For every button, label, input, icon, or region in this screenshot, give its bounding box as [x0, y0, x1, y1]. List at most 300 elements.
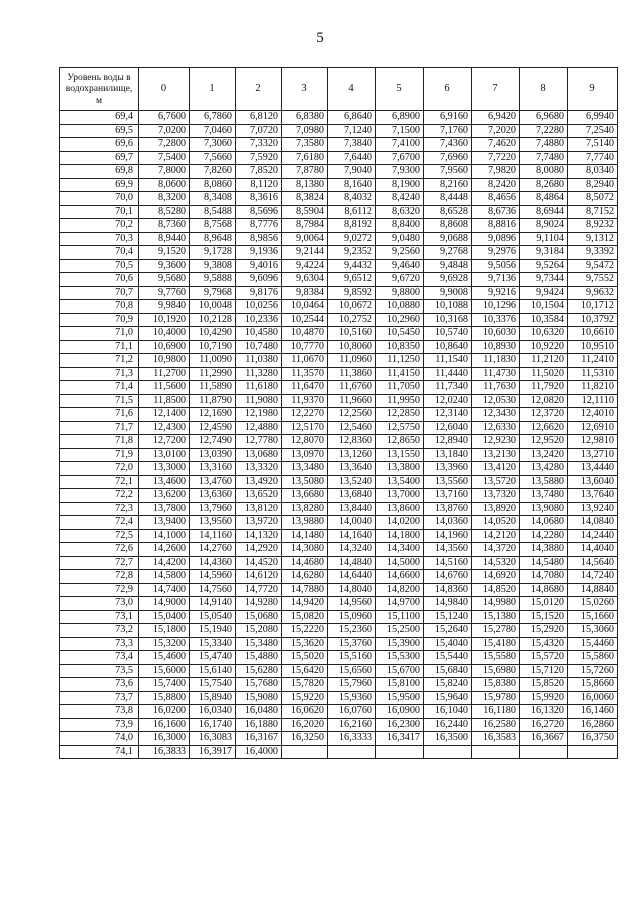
value-cell: 10,1920 — [139, 313, 190, 327]
value-cell: 15,3480 — [236, 637, 282, 651]
value-cell: 7,4100 — [376, 138, 424, 152]
water-level-cell: 72,0 — [60, 462, 139, 476]
value-cell: 15,6700 — [376, 664, 424, 678]
water-level-cell: 73,1 — [60, 610, 139, 624]
value-cell: 6,8640 — [328, 111, 376, 125]
value-cell: 12,1400 — [139, 408, 190, 422]
value-cell: 9,2768 — [424, 246, 472, 260]
column-header: 3 — [282, 68, 328, 111]
value-cell: 10,4000 — [139, 327, 190, 341]
value-cell: 11,5600 — [139, 381, 190, 395]
value-cell: 14,0040 — [328, 516, 376, 530]
value-cell: 6,9420 — [472, 111, 520, 125]
value-cell: 8,3616 — [236, 192, 282, 206]
value-cell: 16,2580 — [472, 718, 520, 732]
table-row — [60, 354, 618, 368]
value-cell: 8,9232 — [568, 219, 618, 233]
value-cell: 14,6440 — [328, 570, 376, 584]
value-cell: 11,0960 — [328, 354, 376, 368]
value-cell: 14,9700 — [376, 597, 424, 611]
value-cell: 15,3060 — [568, 624, 618, 638]
value-cell: 6,8120 — [236, 111, 282, 125]
value-cell: 11,1830 — [472, 354, 520, 368]
water-level-cell: 72,1 — [60, 475, 139, 489]
value-cell: 15,4320 — [520, 637, 568, 651]
value-cell: 14,3240 — [328, 543, 376, 557]
value-cell: 16,2020 — [282, 718, 328, 732]
value-cell: 16,1460 — [568, 705, 618, 719]
value-cell: 16,0620 — [282, 705, 328, 719]
value-cell: 7,7480 — [520, 151, 568, 165]
value-cell: 6,8900 — [376, 111, 424, 125]
water-level-cell: 69,5 — [60, 124, 139, 138]
value-cell: 16,4000 — [236, 745, 282, 759]
value-cell: 14,8520 — [472, 583, 520, 597]
value-cell: 11,1250 — [376, 354, 424, 368]
value-cell: 15,9500 — [376, 691, 424, 705]
water-level-cell: 72,6 — [60, 543, 139, 557]
value-cell: 9,1312 — [568, 232, 618, 246]
value-cell: 15,6560 — [328, 664, 376, 678]
value-cell: 13,6200 — [139, 489, 190, 503]
value-cell: 13,4600 — [139, 475, 190, 489]
value-cell: 7,2540 — [568, 124, 618, 138]
value-cell: 15,5440 — [424, 651, 472, 665]
value-cell: 8,9648 — [190, 232, 236, 246]
value-cell: 13,5240 — [328, 475, 376, 489]
value-cell: 11,5020 — [520, 367, 568, 381]
water-level-table — [59, 67, 618, 759]
value-cell: 13,8600 — [376, 502, 424, 516]
value-cell: 10,0048 — [190, 300, 236, 314]
water-level-cell: 69,9 — [60, 178, 139, 192]
value-cell: 11,8210 — [568, 381, 618, 395]
value-cell: 10,6900 — [139, 340, 190, 354]
value-cell: 8,5904 — [282, 205, 328, 219]
value-cell: 8,6112 — [328, 205, 376, 219]
value-cell: 14,9840 — [424, 597, 472, 611]
value-cell: 16,2860 — [568, 718, 618, 732]
water-level-cell: 72,5 — [60, 529, 139, 543]
value-cell: 10,2544 — [282, 313, 328, 327]
value-cell: 9,2560 — [376, 246, 424, 260]
value-cell: 16,2440 — [424, 718, 472, 732]
water-level-cell: 70,1 — [60, 205, 139, 219]
value-cell: 15,1520 — [520, 610, 568, 624]
value-cell: 13,8120 — [236, 502, 282, 516]
column-header: 8 — [520, 68, 568, 111]
value-cell: 11,8500 — [139, 394, 190, 408]
value-cell: 13,3800 — [376, 462, 424, 476]
value-cell: 14,4680 — [282, 556, 328, 570]
value-cell — [282, 745, 328, 759]
value-cell: 9,0688 — [424, 232, 472, 246]
column-header: 2 — [236, 68, 282, 111]
value-cell: 12,7200 — [139, 435, 190, 449]
table-row — [60, 448, 618, 462]
water-level-cell: 72,7 — [60, 556, 139, 570]
value-cell: 16,1880 — [236, 718, 282, 732]
value-cell: 13,4280 — [520, 462, 568, 476]
value-cell: 12,4010 — [568, 408, 618, 422]
value-cell: 15,6840 — [424, 664, 472, 678]
value-cell — [376, 745, 424, 759]
table-row — [60, 678, 618, 692]
water-level-cell: 71,0 — [60, 327, 139, 341]
value-cell: 9,7760 — [139, 286, 190, 300]
value-cell: 12,3140 — [424, 408, 472, 422]
value-cell: 16,1600 — [139, 718, 190, 732]
value-cell: 12,6040 — [424, 421, 472, 435]
value-cell: 10,1504 — [520, 300, 568, 314]
value-cell: 12,1690 — [190, 408, 236, 422]
header-row — [60, 68, 618, 111]
value-cell: 11,4730 — [472, 367, 520, 381]
value-cell: 13,4440 — [568, 462, 618, 476]
water-level-cell: 72,4 — [60, 516, 139, 530]
value-cell: 11,0090 — [190, 354, 236, 368]
water-level-cell: 73,7 — [60, 691, 139, 705]
value-cell: 10,7190 — [190, 340, 236, 354]
value-cell: 13,9560 — [190, 516, 236, 530]
water-level-cell: 71,8 — [60, 435, 139, 449]
value-cell: 15,3900 — [376, 637, 424, 651]
value-cell: 11,6760 — [328, 381, 376, 395]
value-cell: 9,6512 — [328, 273, 376, 287]
value-cell: 13,1550 — [376, 448, 424, 462]
value-cell: 14,0360 — [424, 516, 472, 530]
water-level-cell: 70,3 — [60, 232, 139, 246]
table-body — [60, 111, 618, 759]
value-cell: 10,1296 — [472, 300, 520, 314]
table-row — [60, 165, 618, 179]
value-cell: 11,3570 — [282, 367, 328, 381]
value-cell: 15,5720 — [520, 651, 568, 665]
value-cell: 9,2352 — [328, 246, 376, 260]
value-cell: 15,9220 — [282, 691, 328, 705]
water-level-cell: 72,3 — [60, 502, 139, 516]
value-cell: 7,1240 — [328, 124, 376, 138]
value-cell: 12,9520 — [520, 435, 568, 449]
value-cell: 14,5960 — [190, 570, 236, 584]
value-cell: 15,0400 — [139, 610, 190, 624]
value-cell: 16,3667 — [520, 732, 568, 746]
value-cell: 8,5280 — [139, 205, 190, 219]
water-level-cell: 70,9 — [60, 313, 139, 327]
value-cell: 8,9440 — [139, 232, 190, 246]
water-level-cell: 72,9 — [60, 583, 139, 597]
value-cell: 14,9560 — [328, 597, 376, 611]
value-cell: 13,5560 — [424, 475, 472, 489]
value-cell: 8,7984 — [282, 219, 328, 233]
table-row — [60, 624, 618, 638]
value-cell: 14,7400 — [139, 583, 190, 597]
value-cell: 13,1840 — [424, 448, 472, 462]
value-cell: 13,6840 — [328, 489, 376, 503]
value-cell: 14,9140 — [190, 597, 236, 611]
value-cell: 14,2760 — [190, 543, 236, 557]
value-cell: 13,8440 — [328, 502, 376, 516]
value-cell: 6,8380 — [282, 111, 328, 125]
table-row — [60, 556, 618, 570]
water-level-cell: 74,0 — [60, 732, 139, 746]
level-column-header: Уровень воды в водохранилище, м — [60, 68, 139, 111]
value-cell: 15,6000 — [139, 664, 190, 678]
column-header: 4 — [328, 68, 376, 111]
value-cell: 11,3280 — [236, 367, 282, 381]
value-cell: 15,4880 — [236, 651, 282, 665]
value-cell: 14,3400 — [376, 543, 424, 557]
value-cell: 14,6920 — [472, 570, 520, 584]
water-level-cell: 70,5 — [60, 259, 139, 273]
value-cell: 14,0520 — [472, 516, 520, 530]
table-row — [60, 543, 618, 557]
value-cell: 13,2130 — [472, 448, 520, 462]
value-cell: 15,4600 — [139, 651, 190, 665]
value-cell: 8,5488 — [190, 205, 236, 219]
value-cell: 15,1800 — [139, 624, 190, 638]
value-cell: 10,6320 — [520, 327, 568, 341]
value-cell: 14,1160 — [190, 529, 236, 543]
value-cell: 10,5160 — [328, 327, 376, 341]
table-row — [60, 664, 618, 678]
value-cell: 11,6180 — [236, 381, 282, 395]
value-cell: 8,8192 — [328, 219, 376, 233]
value-cell: 8,6944 — [520, 205, 568, 219]
value-cell: 9,7136 — [472, 273, 520, 287]
value-cell: 15,4740 — [190, 651, 236, 665]
value-cell: 6,7860 — [190, 111, 236, 125]
value-cell: 8,8608 — [424, 219, 472, 233]
value-cell: 12,8070 — [282, 435, 328, 449]
value-cell: 11,9370 — [282, 394, 328, 408]
water-level-cell: 74,1 — [60, 745, 139, 759]
value-cell: 11,8790 — [190, 394, 236, 408]
value-cell: 9,4224 — [282, 259, 328, 273]
value-cell: 12,4590 — [190, 421, 236, 435]
value-cell: 8,3408 — [190, 192, 236, 206]
value-cell — [424, 745, 472, 759]
value-cell: 13,3480 — [282, 462, 328, 476]
table-row — [60, 178, 618, 192]
value-cell: 14,2120 — [472, 529, 520, 543]
value-cell: 8,4240 — [376, 192, 424, 206]
value-cell: 16,3083 — [190, 732, 236, 746]
water-level-cell: 69,6 — [60, 138, 139, 152]
value-cell: 15,2640 — [424, 624, 472, 638]
value-cell: 8,9856 — [236, 232, 282, 246]
value-cell: 7,5400 — [139, 151, 190, 165]
table-row — [60, 570, 618, 584]
value-cell: 7,8000 — [139, 165, 190, 179]
table-row — [60, 651, 618, 665]
value-cell: 9,0064 — [282, 232, 328, 246]
value-cell: 15,9360 — [328, 691, 376, 705]
value-cell: 15,7820 — [282, 678, 328, 692]
value-cell: 13,5720 — [472, 475, 520, 489]
value-cell: 7,3840 — [328, 138, 376, 152]
value-cell: 14,6120 — [236, 570, 282, 584]
value-cell: 8,9024 — [520, 219, 568, 233]
value-cell: 9,2976 — [472, 246, 520, 260]
value-cell: 13,0970 — [282, 448, 328, 462]
value-cell: 11,5310 — [568, 367, 618, 381]
water-level-cell: 71,9 — [60, 448, 139, 462]
value-cell: 13,8920 — [472, 502, 520, 516]
value-cell: 7,6180 — [282, 151, 328, 165]
value-cell: 8,8400 — [376, 219, 424, 233]
value-cell: 16,3000 — [139, 732, 190, 746]
value-cell: 10,6030 — [472, 327, 520, 341]
value-cell: 14,5160 — [424, 556, 472, 570]
value-cell: 15,8940 — [190, 691, 236, 705]
value-cell: 15,7960 — [328, 678, 376, 692]
value-cell: 9,1936 — [236, 246, 282, 260]
value-cell: 7,6960 — [424, 151, 472, 165]
value-cell: 12,8650 — [376, 435, 424, 449]
value-cell: 12,8940 — [424, 435, 472, 449]
value-cell: 10,4290 — [190, 327, 236, 341]
value-cell: 15,8660 — [568, 678, 618, 692]
value-cell: 15,8800 — [139, 691, 190, 705]
value-cell: 14,4040 — [568, 543, 618, 557]
value-cell: 13,3640 — [328, 462, 376, 476]
value-cell: 11,9950 — [376, 394, 424, 408]
value-cell: 11,2410 — [568, 354, 618, 368]
value-cell: 6,9160 — [424, 111, 472, 125]
value-cell: 7,5140 — [568, 138, 618, 152]
value-cell: 15,4180 — [472, 637, 520, 651]
table-row — [60, 259, 618, 273]
table-row — [60, 691, 618, 705]
value-cell: 13,5880 — [520, 475, 568, 489]
value-cell: 7,6440 — [328, 151, 376, 165]
value-cell: 11,9660 — [328, 394, 376, 408]
value-cell: 14,2440 — [568, 529, 618, 543]
value-cell: 8,1900 — [376, 178, 424, 192]
value-cell: 15,2780 — [472, 624, 520, 638]
water-level-cell: 69,4 — [60, 111, 139, 125]
value-cell: 8,3200 — [139, 192, 190, 206]
value-cell: 15,0820 — [282, 610, 328, 624]
value-cell: 11,1540 — [424, 354, 472, 368]
value-cell: 15,2360 — [328, 624, 376, 638]
value-cell: 10,4870 — [282, 327, 328, 341]
value-cell: 7,5920 — [236, 151, 282, 165]
value-cell — [568, 745, 618, 759]
table-row — [60, 489, 618, 503]
value-cell: 12,6910 — [568, 421, 618, 435]
value-cell: 14,0680 — [520, 516, 568, 530]
value-cell: 14,5320 — [472, 556, 520, 570]
value-cell: 10,9220 — [520, 340, 568, 354]
value-cell: 9,9008 — [424, 286, 472, 300]
value-cell: 8,7568 — [190, 219, 236, 233]
value-cell: 16,1040 — [424, 705, 472, 719]
value-cell: 7,6700 — [376, 151, 424, 165]
table-row — [60, 516, 618, 530]
value-cell: 15,6280 — [236, 664, 282, 678]
value-cell: 13,6040 — [568, 475, 618, 489]
value-cell: 9,1728 — [190, 246, 236, 260]
value-cell: 9,6096 — [236, 273, 282, 287]
value-cell: 10,8930 — [472, 340, 520, 354]
table-row — [60, 583, 618, 597]
value-cell: 11,7050 — [376, 381, 424, 395]
value-cell: 8,6528 — [424, 205, 472, 219]
table-row — [60, 111, 618, 125]
value-cell: 8,2160 — [424, 178, 472, 192]
value-cell: 9,9216 — [472, 286, 520, 300]
value-cell: 15,8520 — [520, 678, 568, 692]
value-cell: 9,3392 — [568, 246, 618, 260]
column-header: 7 — [472, 68, 520, 111]
value-cell: 10,8350 — [376, 340, 424, 354]
value-cell: 11,4150 — [376, 367, 424, 381]
value-cell: 12,1110 — [568, 394, 618, 408]
value-cell: 9,4848 — [424, 259, 472, 273]
value-cell: 7,0720 — [236, 124, 282, 138]
value-cell: 9,1520 — [139, 246, 190, 260]
value-cell: 11,3860 — [328, 367, 376, 381]
value-cell: 15,3620 — [282, 637, 328, 651]
value-cell: 8,8816 — [472, 219, 520, 233]
value-cell: 13,4120 — [472, 462, 520, 476]
value-cell: 8,0600 — [139, 178, 190, 192]
table-row — [60, 394, 618, 408]
table-row — [60, 475, 618, 489]
value-cell: 15,7540 — [190, 678, 236, 692]
value-cell: 15,1100 — [376, 610, 424, 624]
value-cell: 15,8100 — [376, 678, 424, 692]
value-cell: 11,0380 — [236, 354, 282, 368]
value-cell: 12,5170 — [282, 421, 328, 435]
value-cell: 12,9810 — [568, 435, 618, 449]
value-cell: 13,5400 — [376, 475, 424, 489]
value-cell: 13,1260 — [328, 448, 376, 462]
value-cell: 9,5888 — [190, 273, 236, 287]
value-cell: 9,2144 — [282, 246, 328, 260]
water-level-cell: 70,4 — [60, 246, 139, 260]
value-cell: 15,1380 — [472, 610, 520, 624]
value-cell: 9,3600 — [139, 259, 190, 273]
value-cell: 10,8060 — [328, 340, 376, 354]
value-cell: 8,7152 — [568, 205, 618, 219]
value-cell: 15,5020 — [282, 651, 328, 665]
table-row — [60, 705, 618, 719]
column-header: 5 — [376, 68, 424, 111]
table-row — [60, 529, 618, 543]
table-row — [60, 205, 618, 219]
value-cell: 13,0680 — [236, 448, 282, 462]
value-cell: 10,9510 — [568, 340, 618, 354]
value-cell: 13,7000 — [376, 489, 424, 503]
value-cell: 15,2080 — [236, 624, 282, 638]
value-cell: 14,0200 — [376, 516, 424, 530]
value-cell: 13,2710 — [568, 448, 618, 462]
value-cell: 16,3250 — [282, 732, 328, 746]
value-cell: 14,5640 — [568, 556, 618, 570]
value-cell: 10,8640 — [424, 340, 472, 354]
value-cell: 15,7120 — [520, 664, 568, 678]
value-cell: 16,0760 — [328, 705, 376, 719]
value-cell: 7,9300 — [376, 165, 424, 179]
value-cell: 8,1640 — [328, 178, 376, 192]
value-cell: 11,6470 — [282, 381, 328, 395]
value-cell: 14,5000 — [376, 556, 424, 570]
value-cell: 10,0464 — [282, 300, 328, 314]
value-cell: 14,2600 — [139, 543, 190, 557]
